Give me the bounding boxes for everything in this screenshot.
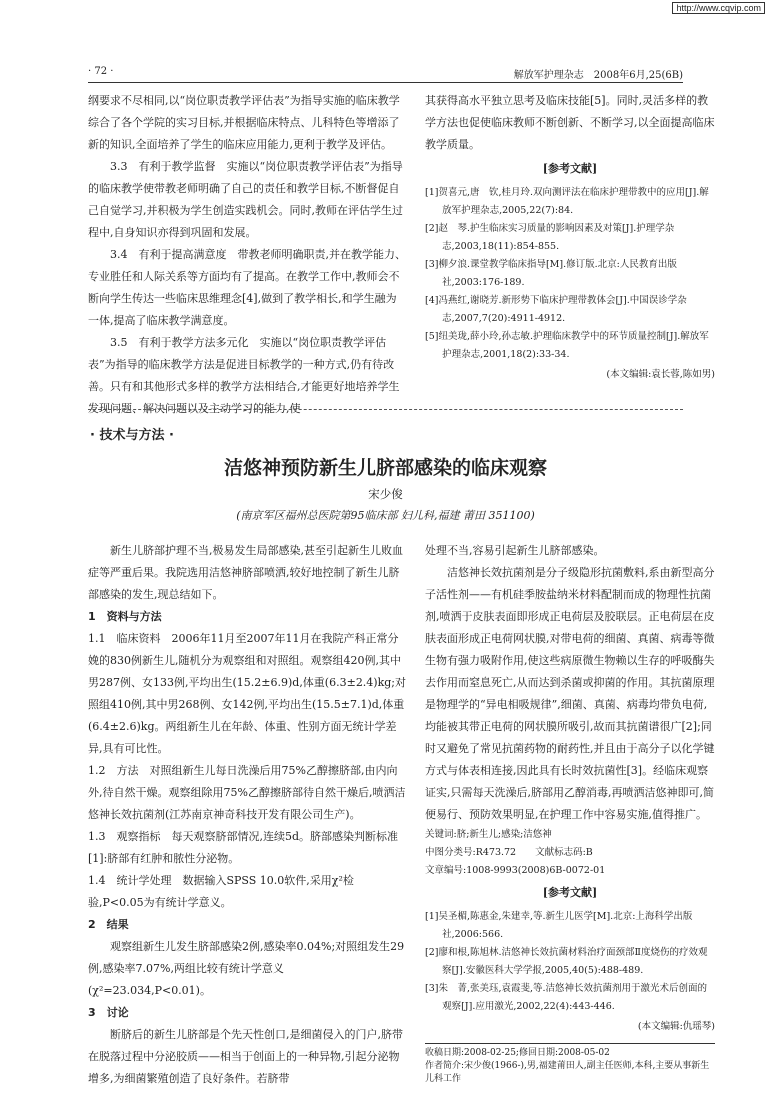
prev-paragraph: 3.5 有利于教学方法多元化 实施以“岗位职责教学评估表”为指导的临床教学方法是促进目标教学的一种方式,仍有待改善。只有和其他形式多样的教学方法相结合,才能更好地培养学生发现问题、解决问题以及主动学习的能力,使 xyxy=(88,336,400,415)
discussion-paragraph-2: 洁悠神长效抗菌剂是分子级隐形抗菌敷料,系由新型高分子活性剂——有机硅季胺盐纳米材料配制而成的物理性抗菌剂,喷洒于皮肤表面即形成正电荷层及胶联层。正电荷层在皮肤表面形成正电荷网状膜,对带电荷的细菌、真菌、病毒等微生物有强力吸附作用,使这些病原微生物赖以生存的呼吸酶失去作用而窒息死亡,从而达到杀菌或抑菌的作用。其抗菌原理是物理学的“异电相吸规律”,细菌、真菌、病毒均带负电荷,均能被其带正电荷的网状膜所吸引,故而其抗菌谱很广[2];同时又避免了常见抗菌药物的耐药性,并且由于高分子以化学键方式与体表相连接,因此具有长时效抗菌性[3]。经临床观察证实,只需每天洗澡后,脐部用乙醇消毒,再喷洒洁悠神即可,简便易行、预防效果明显,在护理工作中容易实施,值得推广。 xyxy=(425,566,715,821)
references-heading: [参考文献] xyxy=(542,886,598,899)
paragraph-1-2: 1.2 方法 对照组新生儿每日洗澡后用75%乙醇擦脐部,由内向外,待自然干燥。观察组除用75%乙醇擦脐部待自然干燥后,喷洒洁悠神长效抗菌剂(江苏南京神奇科技开发有限公司生产)。 xyxy=(88,764,406,821)
section-label: · 技术与方法 · xyxy=(90,428,174,443)
running-header xyxy=(88,66,683,83)
author-bio: 作者简介:宋少俊(1966-),男,福建莆田人,副主任医师,本科,主要从事新生儿科工作 xyxy=(425,1061,710,1084)
paragraph-1-4: 1.4 统计学处理 数据输入SPSS 10.0软件,采用χ²检验,P<0.05为有统计学意义。 xyxy=(88,874,354,909)
prev-article-left-column xyxy=(88,90,406,420)
editor-note: (本文编辑:袁长蓉,陈如男) xyxy=(606,369,715,380)
prev-paragraph: 3.3 有利于教学监督 实施以“岗位职责教学评估表”为指导的临床教学使带教老师明确了自己的责任和教学目标,不断督促自己自觉学习,并积极为学生创造实践机会。同时,教师在评估学生过程中,自身知识亦得到巩固和发展。 xyxy=(88,160,403,239)
received-dates: 收稿日期:2008-02-25;修回日期:2008-05-02 xyxy=(425,1048,610,1058)
paragraph-1-3: 1.3 观察指标 每天观察脐部情况,连续5d。脐部感染判断标准[1]:脐部有红肿和脓性分泌物。 xyxy=(88,830,399,865)
reference-item: [2]赵 琴.护生临床实习质量的影响因素及对策[J].护理学杂志,2003,18(11):854-855. xyxy=(425,223,675,252)
heading-methods: 1 资料与方法 xyxy=(88,610,162,623)
article-affiliation: (南京军区福州总医院第95临床部 妇儿科,福建 莆田 351100) xyxy=(236,509,535,522)
prev-paragraph: 3.4 有利于提高满意度 带教老师明确职责,并在教学能力、专业胜任和人际关系等方面均有了提高。在教学工作中,教师会不断向学生传达一些临床思维理念[4],做到了教学相长,和学生融为一体,提高了临床教学满意度。 xyxy=(88,248,406,327)
article-author: 宋少俊 xyxy=(368,487,403,501)
reference-item: [1]贺喜元,唐 钦,桂月玲.双向测评法在临床护理带教中的应用[J].解放军护理杂志,2005,22(7):84. xyxy=(425,187,709,216)
references-heading: [参考文献] xyxy=(542,162,598,175)
prev-article-right-column xyxy=(425,90,715,386)
article-divider xyxy=(88,409,683,410)
watermark: http://www.cqvip.com xyxy=(672,2,765,14)
results-paragraph: 观察组新生儿发生脐部感染2例,感染率0.04%;对照组发生29例,感染率7.07%,两组比较有统计学意义(χ²=23.034,P<0.01)。 xyxy=(88,940,405,997)
paragraph-1-1: 1.1 临床资料 2006年11月至2007年11月在我院产科正常分娩的830例新生儿,随机分为观察组和对照组。观察组420例,其中男287例、女133例,平均出生(15.2±6.9)d,体重(6.3±2.4)kg;对照组410例,其中男268例、女142例,平均出生(15.5±7.1)d,体重(6.4±2.6)kg。两组新生儿在年龄、体重、性别方面无统计学差异,具有可比性。 xyxy=(88,632,407,755)
page-number: · 72 · xyxy=(88,66,114,77)
prev-paragraph: 纲要求不尽相同,以“岗位职责教学评估表”为指导实施的临床教学综合了各个学院的实习目标,并根据临床特点、儿科特色等增添了新的知识,全面培养了学生的临床应用能力,更利于教学及评估。 xyxy=(88,94,400,151)
intro-paragraph: 新生儿脐部护理不当,极易发生局部感染,甚至引起新生儿败血症等严重后果。我院选用洁悠神脐部喷洒,较好地控制了新生儿脐部感染的发生,现总结如下。 xyxy=(88,544,403,601)
footnote xyxy=(425,1043,715,1086)
prev-paragraph: 其获得高水平独立思考及临床技能[5]。同时,灵活多样的教学方法也促使临床教师不断创新、不断学习,以全面提高临床教学质量。 xyxy=(425,94,715,151)
article-title: 洁悠神预防新生儿脐部感染的临床观察 xyxy=(223,457,547,479)
keywords: 关键词:脐;新生儿;感染;洁悠神 xyxy=(425,829,552,840)
discussion-paragraph: 断脐后的新生儿脐部是个先天性创口,是细菌侵入的门户,脐带在脱落过程中分泌胶质——相当于创面上的一种异物,引起分泌物增多,为细菌繁殖创造了良好条件。若脐带 xyxy=(88,1028,403,1085)
heading-results: 2 结果 xyxy=(88,918,129,931)
journal-info: 解放军护理杂志 2008年6月,25(6B) xyxy=(513,70,683,81)
classification-number: 中图分类号:R473.72 文献标志码:B xyxy=(425,847,593,858)
heading-discussion: 3 讨论 xyxy=(88,1006,129,1019)
reference-item: [1]吴圣楣,陈惠金,朱建幸,等.新生儿医学[M].北京:上海科学出版社,2006:566. xyxy=(425,911,693,940)
reference-item: [5]纽美珑,薛小玲,孙志敏.护理临床教学中的环节质量控制[J].解放军护理杂志,2001,18(2):33-34. xyxy=(425,331,709,360)
editor-note: (本文编辑:仇瑶琴) xyxy=(637,1021,715,1032)
article-number: 文章编号:1008-9993(2008)6B-0072-01 xyxy=(425,865,606,876)
reference-item: [2]廖和根,陈旭林.洁悠神长效抗菌材料治疗面颈部Ⅱ度烧伤的疗效观察[J].安徽医科大学学报,2005,40(5):488-489. xyxy=(425,947,708,976)
article-left-column xyxy=(88,540,406,1090)
discussion-continued: 处理不当,容易引起新生儿脐部感染。 xyxy=(425,544,605,557)
article-right-column xyxy=(425,540,715,1038)
reference-item: [3]柳夕浪.课堂教学临床指导[M].修订版.北京:人民教育出版社,2003:176-189. xyxy=(425,259,677,288)
reference-item: [4]冯燕红,谢晓芳.新形势下临床护理带教体会[J].中国误诊学杂志,2007,7(20):4911-4912. xyxy=(425,295,687,324)
reference-item: [3]朱 菁,张美珏,袁霞斐,等.洁悠神长效抗菌剂用于激光术后创面的观察[J].应用激光,2002,22(4):443-446. xyxy=(425,983,708,1012)
